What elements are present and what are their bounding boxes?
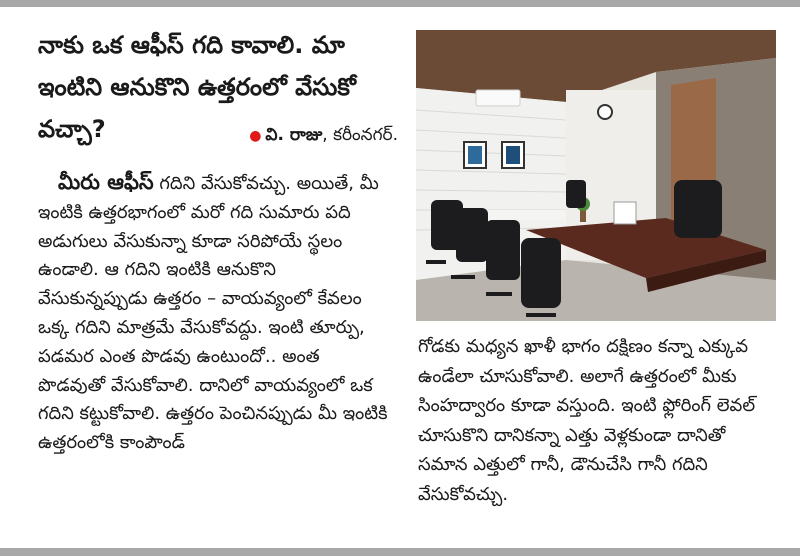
byline: [249, 114, 398, 157]
top-rule: [0, 0, 800, 7]
question-text: నాకు ఒక ఆఫీస్ గది కావాలి. మా ఇంటిని ఆనుకొని ఉత్తరంలో వేసుకో వచ్చా?: [38, 31, 356, 143]
answer-left-column: [38, 168, 388, 458]
answer-left-text: గదిని వేసుకోవచ్చు. అయితే, మీ ఇంటికి ఉత్తరభాగంలో మరో గది సుమారు పది అడుగులు వేసుకున్నా కూడా సరిపోయే స్థలం ఉండాలి. ఆ గదిని ఇంటికి ఆనుకొని వేసుకున్నప్పుడు ఉత్తరం – వాయవ్యంలో కేవలం ఒక్క గదిని మాత్రమే వేసుకోవద్దు. ఇంటి తూర్పు, పడమర ఎంత పొడవు ఉంటుందో.. అంత పొడవుతో వేసుకోవాలి. దానిలో వాయవ్యంలో ఒక గదిని కట్టుకోవాలి. ఉత్తరం పెంచినప్పుడు మీ ఇంటికి ఉత్తరంలోకి కాంపౌండ్: [38, 173, 388, 454]
answer-right-column: [418, 332, 774, 509]
question-heading: [38, 24, 398, 157]
office-room-photo: [416, 30, 776, 321]
office-room-illustration: [416, 30, 776, 321]
author-name: వి. రాజు: [265, 125, 323, 145]
author-place: , కరీంనగర్.: [322, 125, 398, 145]
answer-lead: మీరు ఆఫీస్: [58, 170, 154, 194]
bullet-icon: ●: [249, 128, 262, 144]
bottom-rule: [0, 548, 800, 556]
answer-right-text: గోడకు మధ్యన ఖాళీ భాగం దక్షిణం కన్నా ఎక్కువ ఉండేలా చూసుకోవాలి. అలాగే ఉత్తరంలో మీకు సింహద్వారం కూడా వస్తుంది. ఇంటి ఫ్లోరింగ్ లెవల్ చూసుకొని దానికన్నా ఎత్తు వెళ్లకుండా దానితో సమాన ఎత్తులో గానీ, డౌనుచేసి గానీ గదిని వేసుకోవచ్చు.: [418, 336, 756, 505]
